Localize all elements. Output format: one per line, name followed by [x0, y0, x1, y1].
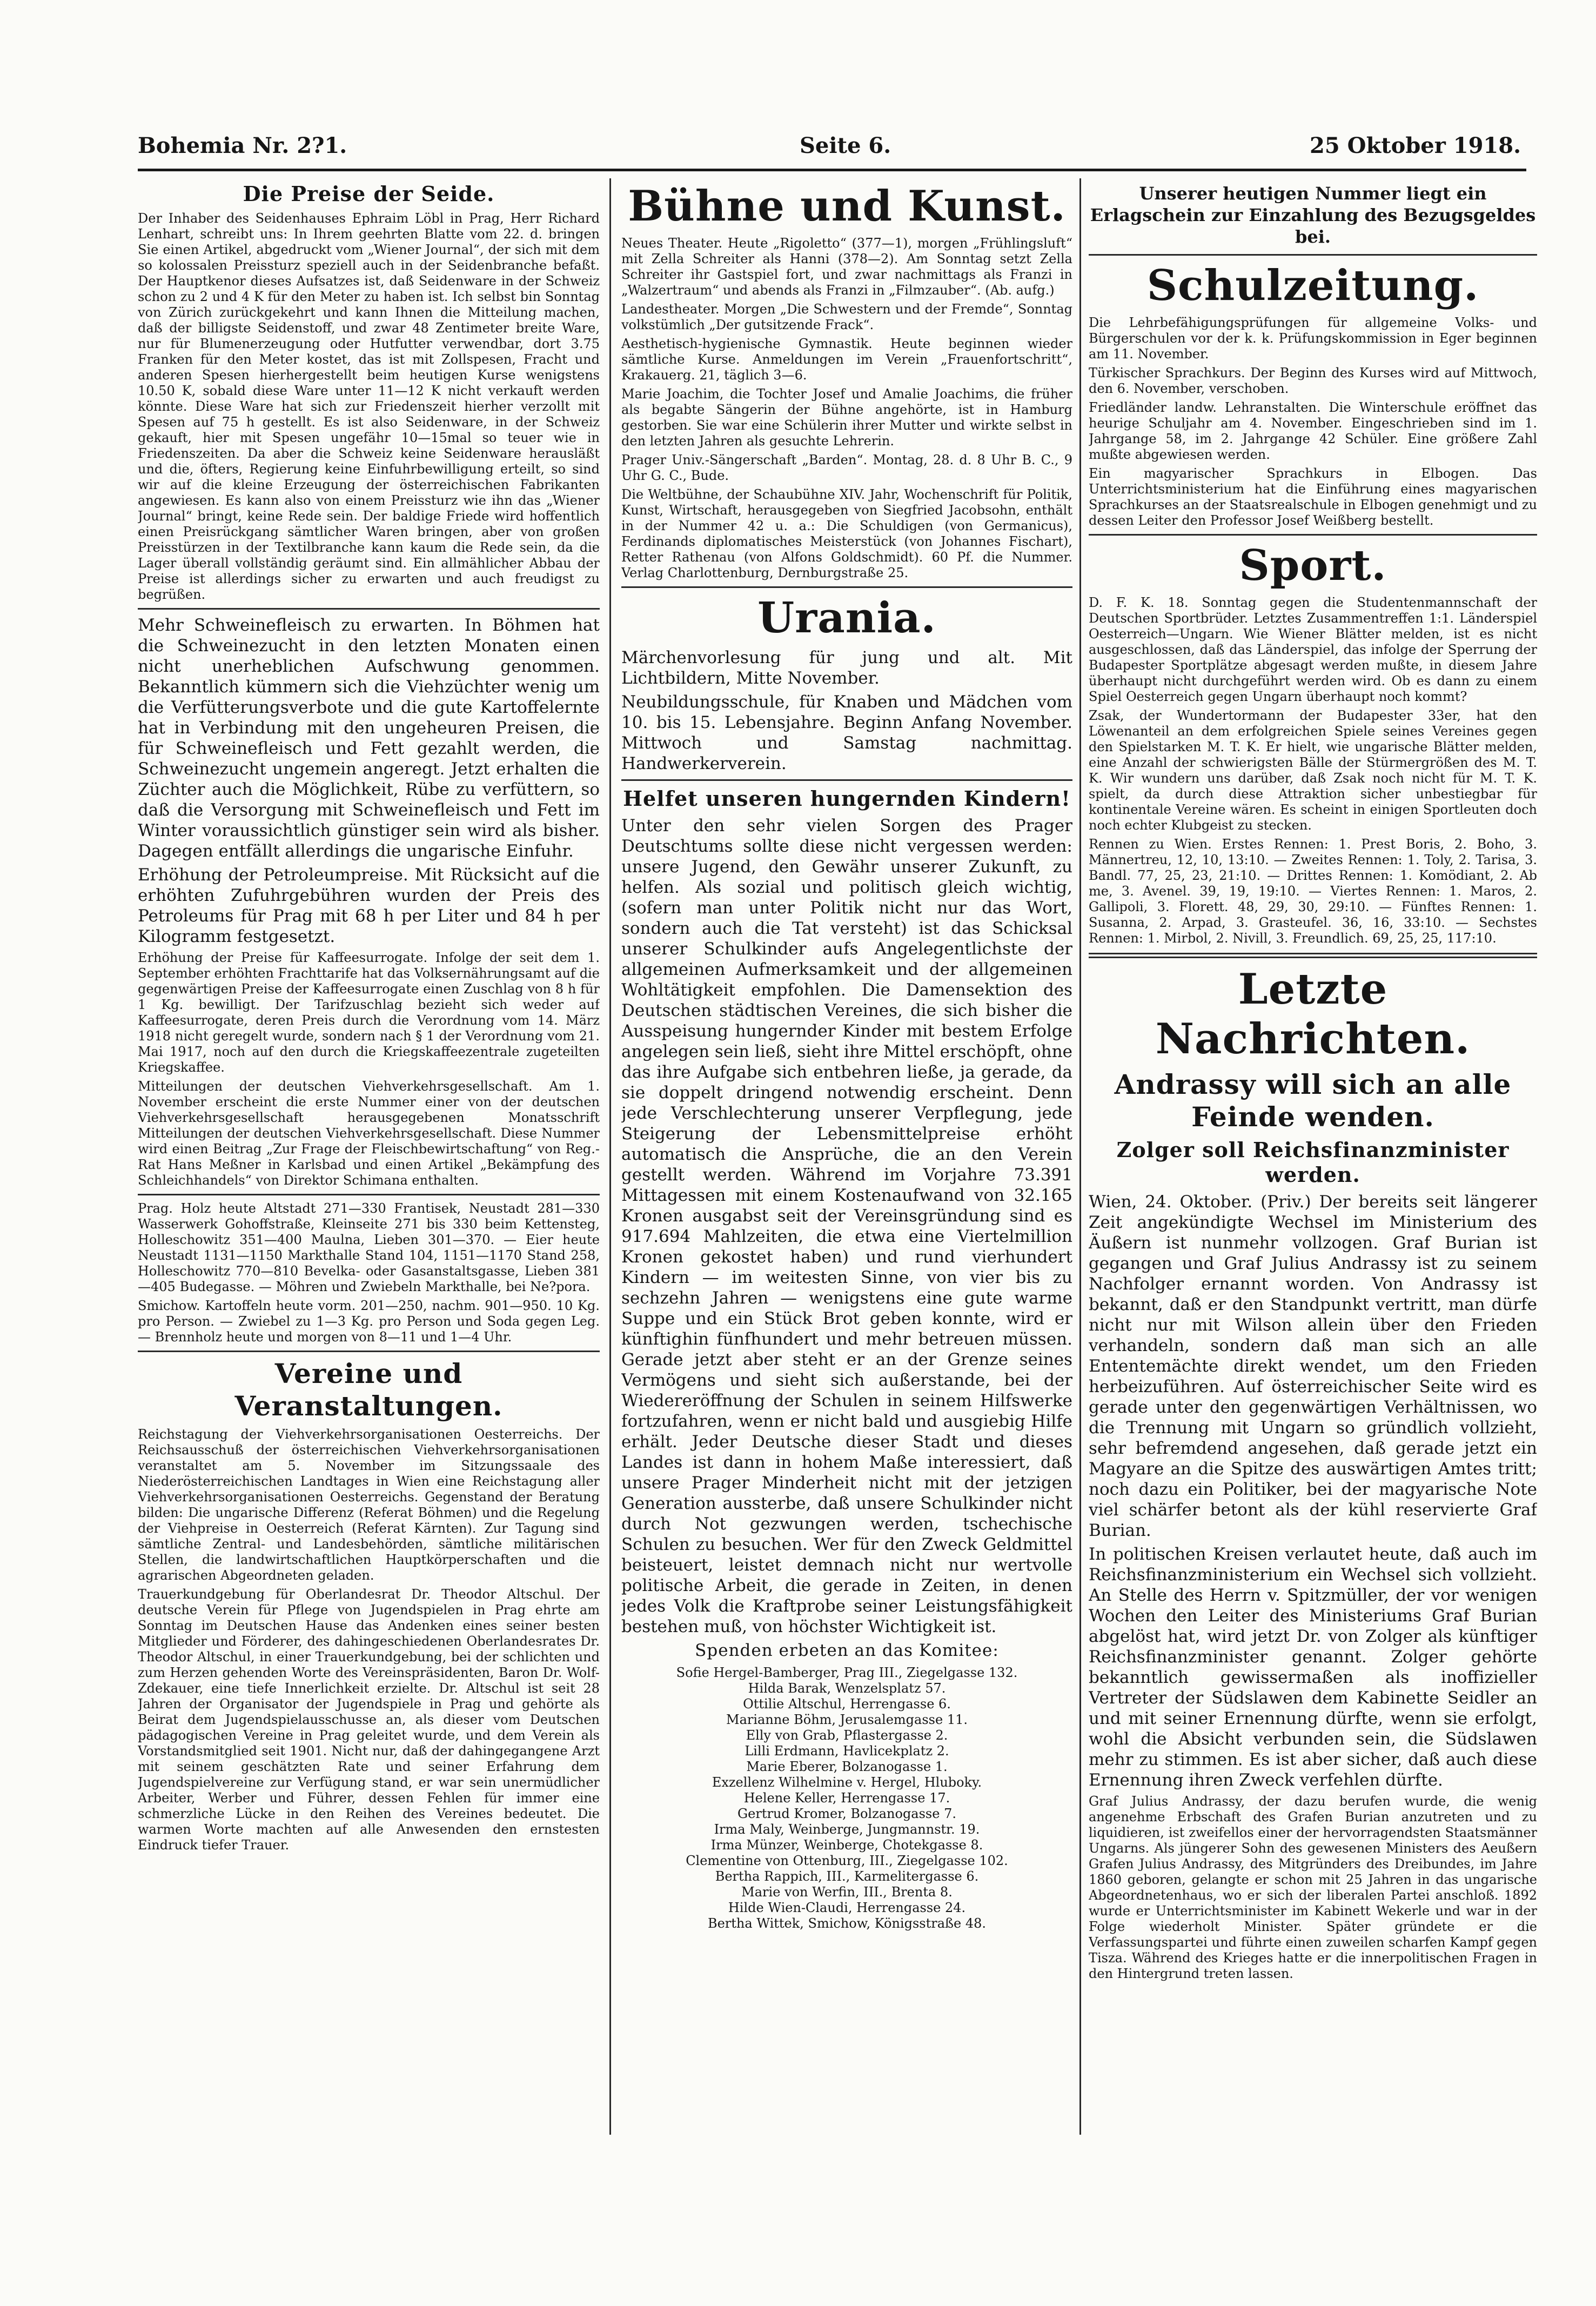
zolger-article: In politischen Kreisen verlautet heute, daß auch im Reichsfinanzministerium ein Wechsel sich vollzieht. An Stelle des Herrn v. Spitzmüller, der vor wenigen Wochen den Leiter des Ministeriums Graf Burian abgelöst hat, wird jetzt Dr. von Zolger als künftiger Reichsfinanzminister genannt. Zolger gehörte bekanntlich gewissermaßen als inoffizieller Vertreter der Südslawen dem Kabinette Seidler an und mit seiner Ernennung dürfte, wenn sie erfolgt, wohl die Absicht verbunden sein, die Südslawen mehr zu stimmen. Es ist aber sicher, daß auch diese Ernennung ihren Zweck verfehlen dürfte. — [1089, 1545, 1537, 1790]
urania-headline: Urania. — [757, 593, 936, 643]
column-2 — [621, 178, 1072, 2135]
issue-date: 25 Oktober 1918. — [1310, 133, 1521, 158]
page-header — [138, 128, 1521, 165]
spenden-heading: Spenden erbeten an das Komitee: — [695, 1641, 999, 1660]
divider — [138, 1194, 600, 1195]
donor-item: Hilda Barak, Wenzelsplatz 57. — [748, 1681, 946, 1696]
andrassy-biography: Graf Julius Andrassy, der dazu berufen wurde, die wenig angenehme Erbschaft des Grafen Burian anzutreten und zu liquidieren, ist zweifellos einer der hervorragendsten Staatsmänner Ungarns. Als jüngerer Sohn des gewesenen Ministers des Aeußern Grafen Julius Andrassy, des Mitgründers des Dreibundes, im Jahre 1860 geboren, gelangte er schon mit 25 Jahren in das ungarische Abgeordnetenhaus, wo er sich der liberalen Partei anschloß. 1892 wurde er Unterrichtsminister im Kabinett Wekerle und war in der Folge wiederholt Minister. Später gründete er die Verfassungspartei und führte einen zuweilen scharfen Kampf gegen Tisza. Während des Krieges hatte er die innerpolitischen Fragen in den Hintergrund treten lassen. — [1089, 1794, 1537, 1981]
donor-item: Sofie Hergel-Bamberger, Prag III., Ziegelgasse 132. — [676, 1665, 1018, 1680]
letzte-headline: Letzte Nachrichten. — [1155, 965, 1471, 1064]
kinder-article: Unter den sehr vielen Sorgen des Prager Deutschtums sollte diese nicht vergessen werden: unsere Jugend, den Gewähr unserer Zukunft, zu helfen. Als sozial und politisch gleich wichtig, (sofern man unter Politik nicht nur das Wort, sondern auch die Tat versteht) ist das Schicksal unserer Schulkinder aufs Angelegentlichste der allgemeinen Aufmerksamkeit und der allgemeinen Wohltätigkeit empfohlen. Die Damensektion des Deutschen städtischen Vereines, die sich bisher die Ausspeisung hungernder Kinder mit bestem Erfolge angelegen sein ließ, sieht ihre Mittel erschöpft, ohne das ihre Aufgabe sich entbehren ließe, ja gerade, da sie doppelt dringend notwendig erscheint. Denn jede Verschlechterung unserer Verpflegung, jede Steigerung der Lebensmittelpreise erhöht automatisch die Ansprüche, die an den Verein gestellt werden. Während im Vorjahre 73.391 Mittagessen mit einem Kostenaufwand von 32.165 Kronen ausgabst seit der Vereinsgründung sind es 917.694 Mahlzeiten, die etwa eine Viertelmillion Kronen gekostet haben) und rund vierhundert Kindern — im weitesten Sinne, von vier bis zu sechzehn Jahren — wenigstens eine gute warme Suppe und ein Stück Brot geben konnte, wird er künftighin fünfhundert und mehr betreuen müssen. Gerade jetzt aber steht er an der Grenze seines Vermögens und sieht sich außerstande, bei der Wiedereröffnung der Schulen in seinem Hilfswerke fortzufahren, wenn er nicht bald und ausgiebig Hilfe erhält. Jeder Deutsche dieser Stadt und dieses Landes ist dann in hohem Maße interessiert, daß unsere Prager Minderheit nicht mit der jetzigen Generation aussterbe, daß unsere Schulkinder nicht durch Not gezwungen werden, tschechische Schulen zu besuchen. Wer für den Zweck Geldmittel beisteuert, leistet demnach nicht nur wertvolle politische Arbeit, die gerade in Zeiten, in denen jedes Volk die Kraftprobe seiner Leistungsfähigkeit bestehen muß, von höchster Wichtigkeit ist. — [621, 816, 1072, 1636]
schul-headline: Schulzeitung. — [1146, 261, 1479, 310]
urania-maerchen: Märchenvorlesung für jung und alt. Mit Lichtbildern, Mitte November. — [621, 648, 1072, 688]
divider — [621, 586, 1072, 588]
buehne-landestheater: Landestheater. Morgen „Die Schwestern und der Fremde“, Sonntag volkstümlich „Der gutsitzende Frack“. — [621, 302, 1072, 332]
divider — [138, 608, 600, 610]
seide-headline: Die Preise der Seide. — [243, 182, 495, 206]
buehne-barden: Prager Univ.-Sängerschaft „Barden“. Montag, 28. d. 8 Uhr B. C., 9 Uhr G. C., Bude. — [621, 452, 1072, 483]
donor-item: Marie Eberer, Bolzanogasse 1. — [746, 1759, 948, 1774]
buehne-weltbuehne: Die Weltbühne, der Schaubühne XIV. Jahr, Wochenschrift für Politik, Kunst, Wirtschaft, herausgegeben von Siegfried Jacobsohn, enthält in der Nummer 42 u. a.: Die Schuldigen (von Germanicus), Ferdinands diplomatisches Meisterstück (von Johannes Fischart), Retter Rathenau (von Alfons Goldschmidt). 60 Pf. die Nummer. Verlag Charlottenburg, Dernburgstraße 25. — [621, 487, 1072, 580]
donor-item: Clementine von Ottenburg, III., Ziegelgasse 102. — [686, 1853, 1008, 1868]
donor-item: Marianne Böhm, Jerusalemgasse 11. — [726, 1712, 968, 1727]
zolger-headline: Zolger soll Reichsfinanzminister werden. — [1116, 1138, 1510, 1187]
schul-tuerkisch: Türkischer Sprachkurs. Der Beginn des Kurses wird auf Mittwoch, den 6. November, verschoben. — [1089, 365, 1537, 396]
urania-neubildung: Neubildungsschule, für Knaben und Mädchen vom 10. bis 15. Lebensjahre. Beginn Anfang November. Mittwoch und Samstag nachmittag. Handwerkerverein. — [621, 692, 1072, 773]
sport-dfk: D. F. K. 18. Sonntag gegen die Studentenmannschaft der Deutschen Sportbrüder. Letztes Zusammentreffen 1:1. Länderspiel Oesterreich—Ungarn. Wie Wiener Blätter melden, ist es nicht ausgeschlossen, daß das Länderspiel, das infolge der Sperrung der Budapester Sportplätze abgesagt werden mußte, in diesem Jahre überhaupt nicht durchgeführt werden wird. Ob es dann zu einem Spiel Oesterreich gegen Ungarn überhaupt noch kommt? — [1089, 595, 1537, 704]
column-rule-2 — [1079, 178, 1081, 2135]
schwein-article: Mehr Schweinefleisch zu erwarten. In Böhmen hat die Schweinezucht in den letzten Monaten einen nicht unerheblichen Aufschwung genommen. Bekanntlich kümmern sich die Viehzüchter wenig um die Verfütterungsverbote und die gute Kartoffelernte hat in Verbindung mit den ungeheuren Preisen, die für Schweinefleisch und Fett gezahlt werden, die Schweinezucht ungemein angeregt. Jetzt erhalten die Züchter auch die Möglichkeit, Rübe zu verfüttern, so daß die Versorgung mit Schweinefleisch und Fett im Winter voraussichtlich günstiger sein wird als bisher. Dagegen entfällt allerdings die ungarische Einfuhr. — [138, 616, 600, 861]
divider — [1089, 534, 1537, 536]
subscription-notice: Unserer heutigen Nummer liegt ein Erlagschein zur Einzahlung des Bezugsgeldes bei. — [1090, 183, 1536, 247]
buehne-joachim: Marie Joachim, die Tochter Josef und Amalie Joachims, die früher als begabte Sängerin der Bühne angehörte, ist in Hamburg gestorben. Sie war eine Schülerin ihrer Mutter und wirkte selbst in den letzten Jahren als gesuchte Lehrerin. — [621, 386, 1072, 449]
donor-item: Bertha Rappich, III., Karmelitergasse 6. — [715, 1869, 979, 1884]
kinder-headline: Helfet unseren hungernden Kindern! — [623, 786, 1071, 811]
sport-rennen: Rennen zu Wien. Erstes Rennen: 1. Prest Boris, 2. Boho, 3. Männertreu, 12, 10, 13:10. — Zweites Rennen: 1. Toly, 2. Tarisa, 3. Bandl. 77, 25, 23, 21:10. — Drittes Rennen: 1. Komödiant, 2. Ab me, 3. Avenel. 39, 19, 19:10. — Viertes Rennen: 1. Maros, 2. Gallipoli, 3. Florett. 48, 29, 30, 29:10. — Fünftes Rennen: 1. Susanna, 2. Arpad, 3. Grasteufel. 36, 16, 33:10. — Sechstes Rennen: 1. Mirbol, 2. Nivill, 3. Freundlich. 69, 25, 25, 117:10. — [1089, 837, 1537, 946]
donor-item: Helene Keller, Herrengasse 17. — [743, 1790, 950, 1806]
seide-article: Der Inhaber des Seidenhauses Ephraim Löbl in Prag, Herr Richard Lenhart, schreibt uns: In Ihrem geehrten Blatte vom 22. d. bringen Sie einen Artikel, abgedruckt vom „Wiener Journal“, der sich mit dem so kolossalen Preissturz speziell auch in der Seidenbranche befaßt. Der Hauptkenor dieses Aufsatzes ist, daß Seidenware in der Schweiz schon zu 2 und 4 K für den Meter zu haben ist. Ich selbst bin Sonntag von Zürich zurückgekehrt und kann Ihnen die Mitteilung machen, daß der billigste Seidenstoff, und zwar 48 Zentimeter breite Ware, nur für Blumenerzeugung oder Hutfutter verwendbar, dort 3.75 Franken für den Meter kostet, das ist mit Zollspesen, Fracht und anderen Spesen hierhergestellt beim heutigen Kurse wenigstens 10.50 K, sobald diese Ware unter 11—12 K nicht verkauft werden könnte. Diese Ware hat sich zur Friedenszeit hierher verzollt mit Spesen auf 75 h gestellt. Es ist also Seidenware, in der Schweiz gekauft, hier mit Spesen ungefähr 10—15mal so teuer wie in Friedenszeiten. Da aber die Schweiz keine Seidenware herausläßt und die, öfters, Regierung keine Einfuhrbewilligung erteilt, so sind wir auf die kleine Erzeugung der österreichischen Fabrikanten angewiesen. Es kann also von einem Preissturz wie ihn das „Wiener Journal“ bringt, keine Rede sein. Der baldige Friede wird hoffentlich einen Preisrückgang sämtlicher Waren bringen, aber von großen Preisstürzen in der Textilbranche kann kaum die Rede sein, da die Lager überall vollständig geräumt sind. Ein allmählicher Abbau der Preise ist allerdings sicher zu erwarten und auch freudigst zu begrüßen. — [138, 211, 600, 602]
donor-item: Gertrud Kromer, Bolzanogasse 7. — [737, 1806, 956, 1821]
donor-item: Irma Münzer, Weinberge, Chotekgasse 8. — [710, 1837, 983, 1853]
schul-friedlaender: Friedländer landw. Lehranstalten. Die Winterschule eröffnet das heurige Schuljahr am 4. November. Eingeschrieben sind im 1. Jahrgange 58, im 2. Jahrgange 42 Schüler. Eine größere Zahl mußte abgewiesen werden. — [1089, 400, 1537, 462]
page-number: Seite 6. — [800, 133, 891, 158]
trauer-article: Trauerkundgebung für Oberlandesrat Dr. Theodor Altschul. Der deutsche Verein für Pflege von Jugendspielen in Prag ehrte am Sonntag im Deutschen Hause das Andenken eines seiner besten Mitglieder und Förderer, des dahingeschiedenen Oberlandesrates Dr. Theodor Altschul, in einer Trauerkundgebung, bei der schlichten und zum Herzen gehenden Worte des Vereinspräsidenten, Baron Dr. Wolf-Zdekauer, eine tiefe Innerlichkeit erzielte. Dr. Altschul ist seit 28 Jahren der Organisator der Jugendspiele in Prag und gehörte als Beirat dem Jugendspielausschusse an, als dieser vom Deutschen pädagogischen Vereine in Prag geleitet wurde, und dem Verein als Vorstandsmitglied seit 1901. Nicht nur, daß der dahingegangene Arzt mit seinem geschätzten Rate und seiner Erfahrung dem Jugendspielvereine zur Verfügung stand, er war sein unermüdlicher Arbeiter, Werber und Führer, dessen Fehlen für immer eine schmerzliche Lücke in den Reihen des Vereines bedeutet. Die warmen Worte machten auf alle Anwesenden den ernstesten Eindruck tiefer Trauer. — [138, 1587, 600, 1853]
donor-item: Irma Maly, Weinberge, Jungmannstr. 19. — [714, 1822, 980, 1837]
sport-zsak: Zsak, der Wundertormann der Budapester 33er, hat den Löwenanteil an dem erfolgreichen Spiele seines Vereines gegen den Spielstarken M. T. K. Er hielt, wie ungarische Blätter melden, eine Anzahl der schwierigsten Bälle der Stürmergrößen des M. T. K. Wir wundern uns darüber, daß Zsak noch nicht für M. T. K. spielt, da durch diese Attraktion sicher unbestiegbar für kontinentale Vereine wären. Es scheint in einigen Sportleuten doch noch echter Klubgeist zu stecken. — [1089, 708, 1537, 833]
column-1 — [138, 178, 600, 2135]
smichow-market-article: Smichow. Kartoffeln heute vorm. 201—250, nachm. 901—950. 10 Kg. pro Person. — Zwiebel zu 1—3 Kg. pro Person und Soda gegen Leg. — Brennholz heute und morgen von 8—11 und 1—4 Uhr. — [138, 1298, 600, 1345]
vereine-article: Reichstagung der Viehverkehrsorganisationen Oesterreichs. Der Reichsausschuß der österreichischen Viehverkehrsorganisationen veranstaltet am 5. November im Sitzungssaale des Niederösterreichischen Landtages in Wien eine Reichstagung aller Viehverkehrsorganisationen Oesterreichs. Gegenstand der Beratung bilden: Die ungarische Differenz (Referat Böhmen) und die Regelung der Viehpreise in Oesterreich (Referat Kärnten). Zur Tagung sind sämtliche Zentral- und Landesbehörden, sämtliche militärischen Stellen, die landwirtschaftlichen Hauptkörperschaften und die agrarischen Abgeordneten geladen. — [138, 1427, 600, 1583]
donor-item: Lilli Erdmann, Havlicekplatz 2. — [745, 1743, 949, 1759]
buehne-gymnastik: Aesthetisch-hygienische Gymnastik. Heute beginnen wieder sämtliche Kurse. Anmeldungen im Verein „Frauenfortschritt“, Krakauerg. 21, täglich 3—6. — [621, 336, 1072, 383]
prag-market-article: Prag. Holz heute Altstadt 271—330 Frantisek, Neustadt 281—330 Wasserwerk Gohoffstraße, Kleinseite 271 bis 330 beim Kettensteg, Holleschowitz 351—400 Maulna, Lieben 301—370. — Eier heute Neustadt 1131—1150 Markthalle Stand 104, 1151—1170 Stand 258, Holleschowitz 770—810 Bevelka- oder Gasanstaltsgasse, Lieben 381—405 Budegasse. — Möhren und Zwiebeln Markthalle, bei Ne?pora. — [138, 1201, 600, 1294]
buehne-headline: Bühne und Kunst. — [628, 182, 1066, 231]
donor-item: Elly von Grab, Pflastergasse 2. — [746, 1728, 948, 1743]
column-3 — [1089, 178, 1537, 2135]
column-rule-1 — [609, 178, 611, 2135]
donor-list — [621, 1665, 1072, 1931]
schul-pruefungen: Die Lehrbefähigungsprüfungen für allgemeine Volks- und Bürgerschulen vor der k. k. Prüfungskommission in Eger beginnen am 11. November. — [1089, 315, 1537, 362]
donor-item: Ottilie Altschul, Herrengasse 6. — [743, 1696, 951, 1712]
schul-elbogen: Ein magyarischer Sprachkurs in Elbogen. Das Unterrichtsministerium hat die Einführung eines magyarischen Sprachkurses an der Staatsrealschule in Elbogen genehmigt und zu dessen Leiter den Professor Josef Weißberg bestellt. — [1089, 466, 1537, 528]
divider — [621, 779, 1072, 781]
donor-item: Marie von Werfin, III., Brenta 8. — [741, 1884, 953, 1900]
andrassy-headline: Andrassy will sich an alle Feinde wenden. — [1114, 1068, 1512, 1133]
kaffee-article: Erhöhung der Preise für Kaffeesurrogate. Infolge der seit dem 1. September erhöhten Frachttarife hat das Volksernährungsamt auf die gegenwärtigen Preise der Kaffeesurrogate einen Zuschlag von 8 h für 1 Kg. bewilligt. Der Tarifzuschlag bezieht sich weder auf Kaffeesurrogate, deren Preis durch die Verordnung vom 14. März 1918 nicht geregelt wurde, sondern nach § 1 der Verordnung vom 21. Mai 1917, noch auf den durch die Kriegskaffeezentrale zugeteilten Kriegskaffee. — [138, 950, 600, 1075]
divider — [138, 1351, 600, 1352]
vieh-article: Mitteilungen der deutschen Viehverkehrsgesellschaft. Am 1. November erscheint die erste Nummer einer von der deutschen Viehverkehrsgesellschaft herausgegebenen Monatsschrift Mitteilungen der deutschen Viehverkehrsgesellschaft. Diese Nummer wird einen Beitrag „Zur Frage der Fleischbewirtschaftung“ von Reg.-Rat Hans Meßner in Karlsbad und einen Artikel „Bekämpfung des Schleichhandels“ von Direktor Schimana enthalten. — [138, 1079, 600, 1188]
buehne-neues-theater: Neues Theater. Heute „Rigoletto“ (377—1), morgen „Frühlingsluft“ mit Zella Schreiter als Hanni (378—2). Am Sonntag setzt Zella Schreiter ihr Gastspiel fort, und zwar nachmittags als Franzi in „Walzertraum“ und abends als Franzi in „Filmzauber“. (Ab. aufg.) — [621, 236, 1072, 298]
donor-item: Exzellenz Wilhelmine v. Hergel, Hluboky. — [712, 1775, 982, 1790]
header-rule — [138, 169, 1526, 171]
vereine-headline: Vereine und Veranstaltungen. — [234, 1358, 503, 1422]
double-divider — [1089, 953, 1537, 958]
issue-number: Bohemia Nr. 2?1. — [138, 133, 347, 158]
divider — [1089, 254, 1537, 256]
donor-item: Bertha Wittek, Smichow, Königsstraße 48. — [707, 1916, 987, 1931]
petroleum-article: Erhöhung der Petroleumpreise. Mit Rücksicht auf die erhöhten Zufuhrgebühren wurden der Preis des Petroleums für Prag mit 68 h per Liter und 84 h per Kilogramm festgesetzt. — [138, 865, 600, 946]
sport-headline: Sport. — [1239, 541, 1387, 590]
donor-item: Hilde Wien-Claudi, Herrengasse 24. — [728, 1900, 966, 1915]
andrassy-article: Wien, 24. Oktober. (Priv.) Der bereits seit längerer Zeit angekündigte Wechsel im Ministerium des Äußern ist nunmehr vollzogen. Graf Burian ist gegangen und Graf Julius Andrassy ist zu seinem Nachfolger ernannt worden. Von Andrassy ist bekannt, daß er den Standpunkt vertritt, man dürfe nicht nur mit Wilson allein über den Frieden verhandeln, sondern daß man sich an alle Ententemächte direkt wendet, um den Frieden herbeizuführen. Auf österreichischer Seite wird es gerade unter den gegenwärtigen Verhältnissen, wo die Trennung mit Ungarn so gründlich vollzieht, sehr befremdend angesehen, daß gerade jetzt ein Magyare an die Spitze des auswärtigen Amtes tritt; noch dazu ein Politiker, bei der magyarische Note viel schärfer betont als der kühl reservierte Graf Burian. — [1089, 1192, 1537, 1540]
